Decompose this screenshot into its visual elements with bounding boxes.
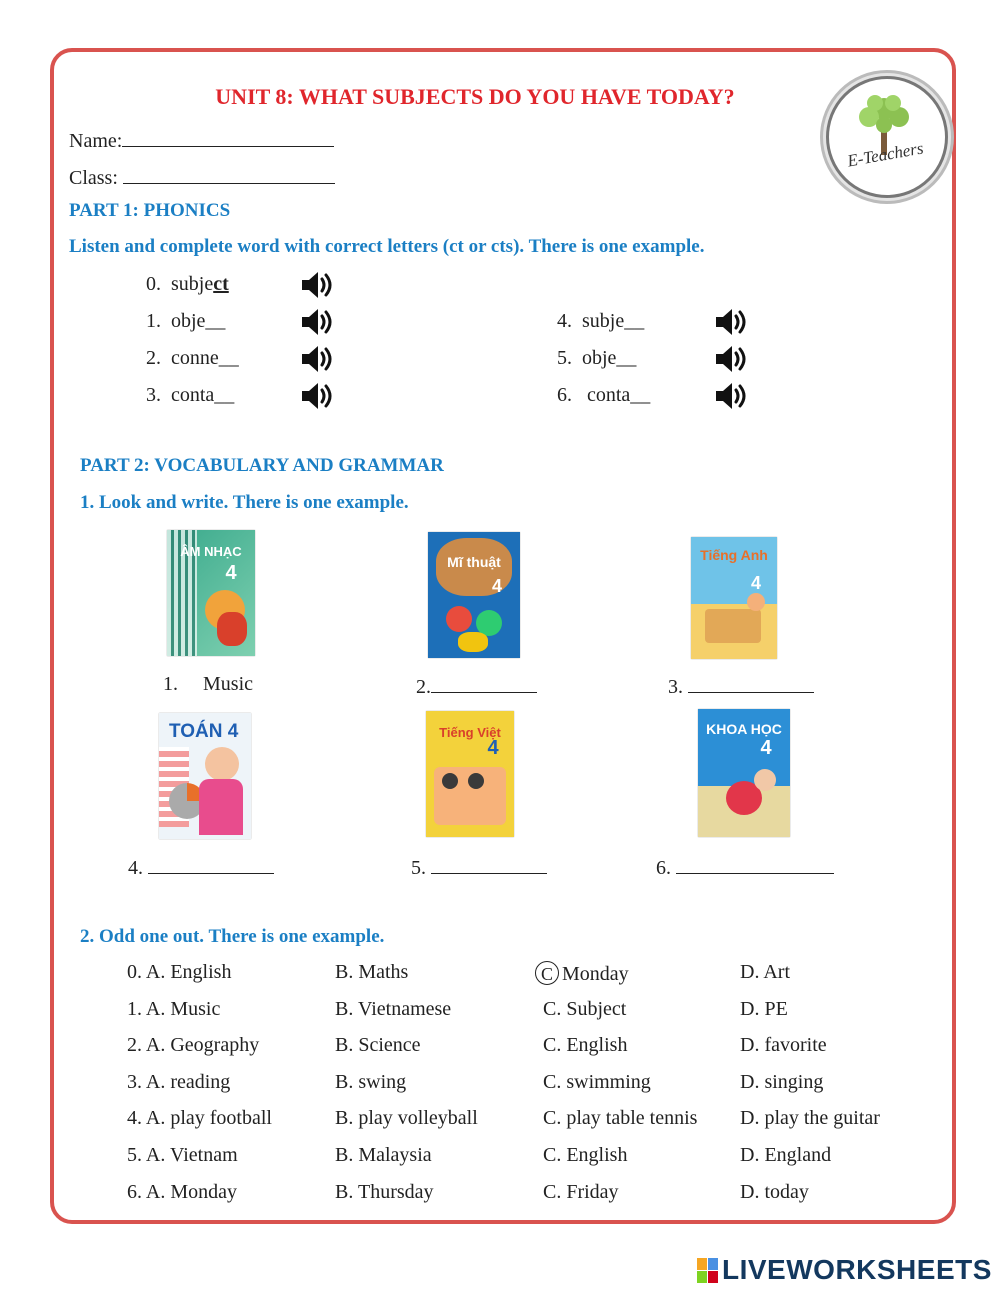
book-khoa-hoc: KHOA HỌC 4	[698, 709, 790, 837]
odd-option[interactable]: D. England	[740, 1144, 832, 1166]
class-input[interactable]	[123, 164, 335, 184]
odd-option[interactable]: D. singing	[740, 1070, 824, 1093]
speaker-icon[interactable]	[300, 307, 336, 337]
odd-option[interactable]: 1. A. Music	[127, 997, 221, 1020]
class-label: Class:	[69, 167, 118, 189]
name-label: Name:	[69, 130, 123, 152]
tree-icon	[829, 79, 939, 189]
book-toan: TOÁN 4	[159, 713, 251, 839]
phonics-item-3[interactable]: 3. conta__	[146, 384, 235, 406]
phonics-item-5[interactable]: 5. obje__	[557, 347, 637, 369]
book-mi-thuat: Mĩ thuật 4	[428, 532, 520, 658]
odd-option[interactable]: C. Subject	[543, 997, 627, 1020]
speaker-icon[interactable]	[300, 344, 336, 374]
liveworksheets-icon	[697, 1258, 719, 1284]
answer-4[interactable]: 4.	[128, 854, 274, 880]
book-tieng-viet: Tiếng Việt 4	[426, 711, 514, 837]
liveworksheets-brand: LIVEWORKSHEETS	[722, 1254, 992, 1285]
phonics-item-4[interactable]: 4. subje__	[557, 310, 645, 332]
odd-option[interactable]: B. Science	[335, 1034, 421, 1057]
example-stem: subje	[171, 273, 214, 295]
phonics-item-1[interactable]: 1. obje__	[146, 310, 226, 332]
odd-option[interactable]: 4. A. play football	[127, 1107, 272, 1130]
odd-option: 0. A. English	[127, 961, 232, 983]
speaker-icon[interactable]	[714, 381, 750, 411]
odd-option[interactable]: B. play volleyball	[335, 1107, 478, 1130]
part1-instruction: Listen and complete word with correct letters (ct or cts). There is one example.	[69, 236, 705, 257]
part2-heading: PART 2: VOCABULARY AND GRAMMAR	[80, 455, 444, 476]
class-row	[69, 164, 335, 190]
odd-option[interactable]: 3. A. reading	[127, 1070, 231, 1093]
odd-option[interactable]: C. Friday	[543, 1180, 619, 1203]
book-am-nhac: ÂM NHẠC 4	[167, 530, 255, 656]
odd-option[interactable]: C. English	[543, 1144, 628, 1166]
name-row	[69, 127, 334, 153]
odd-option[interactable]: D. PE	[740, 997, 788, 1020]
example-answer: ct	[213, 273, 229, 295]
part1-heading: PART 1: PHONICS	[69, 200, 231, 221]
task1-instruction: 1. Look and write. There is one example.	[80, 492, 409, 513]
odd-option[interactable]: 5. A. Vietnam	[127, 1144, 238, 1166]
odd-option[interactable]: D. play the guitar	[740, 1107, 880, 1130]
speaker-icon[interactable]	[714, 307, 750, 337]
speaker-icon[interactable]	[714, 344, 750, 374]
odd-option: B. Maths	[335, 961, 409, 983]
odd-option: D. Art	[740, 961, 790, 983]
odd-option[interactable]: 6. A. Monday	[127, 1180, 237, 1203]
odd-option[interactable]: D. favorite	[740, 1034, 827, 1057]
item-number: 0.	[146, 273, 161, 295]
page-title: UNIT 8: WHAT SUBJECTS DO YOU HAVE TODAY?	[215, 84, 735, 109]
circled-answer: C	[535, 961, 559, 985]
task2-instruction: 2. Odd one out. There is one example.	[80, 926, 385, 947]
odd-option[interactable]: C. play table tennis	[543, 1107, 698, 1130]
book-tieng-anh: Tiếng Anh 4	[691, 537, 777, 659]
odd-option[interactable]: C. swimming	[543, 1070, 651, 1093]
odd-option[interactable]: B. Thursday	[335, 1180, 434, 1203]
odd-option[interactable]: B. Malaysia	[335, 1144, 432, 1166]
speaker-icon[interactable]	[300, 381, 336, 411]
odd-option[interactable]: B. Vietnamese	[335, 997, 452, 1020]
speaker-icon[interactable]	[300, 270, 336, 300]
odd-option[interactable]: 2. A. Geography	[127, 1034, 260, 1057]
phonics-item-6[interactable]: 6. conta__	[557, 384, 651, 406]
answer-2[interactable]: 2.	[416, 673, 537, 699]
odd-option[interactable]: D. today	[740, 1180, 809, 1203]
answer-3[interactable]: 3.	[668, 673, 814, 699]
odd-option[interactable]: B. swing	[335, 1070, 407, 1093]
answer-6[interactable]: 6.	[656, 854, 834, 880]
answer-5[interactable]: 5.	[411, 854, 547, 880]
name-input[interactable]	[122, 127, 334, 147]
answer-1: 1. Music	[163, 673, 253, 695]
phonics-item-2[interactable]: 2. conne__	[146, 347, 239, 369]
phonics-example	[146, 273, 229, 296]
logo-text: E-Teachers	[845, 138, 925, 171]
e-teachers-logo	[826, 76, 948, 198]
odd-option: C Monday	[535, 961, 629, 986]
odd-option[interactable]: C. English	[543, 1034, 628, 1057]
